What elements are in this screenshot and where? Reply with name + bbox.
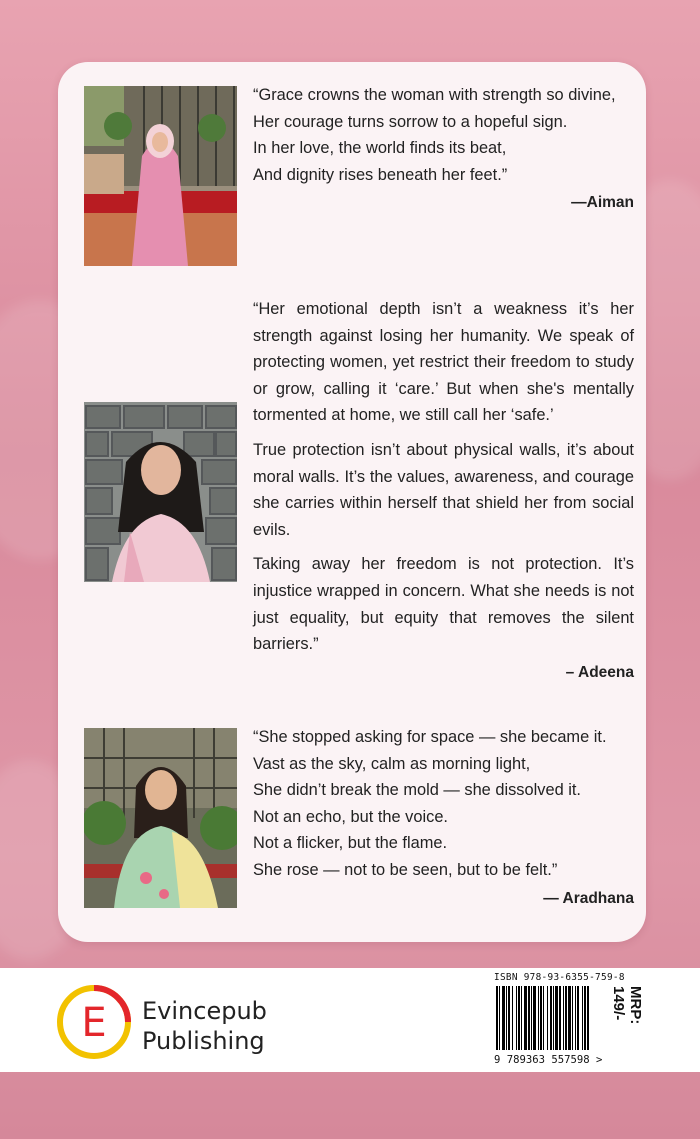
quote-author: – Adeena [565, 663, 634, 681]
quote-adeena [253, 296, 634, 686]
barcode-bar [563, 986, 564, 1050]
price-label: MRP: 149/- [610, 986, 644, 1025]
barcode-bar [538, 986, 539, 1050]
quote-paragraph: True protection isn’t about physical walls, it’s about moral walls. It’s the values, awareness, and courage she carries within herself that shield her from social evils. [253, 440, 634, 539]
barcode-bar [496, 986, 498, 1050]
barcode-bar [565, 986, 567, 1050]
quote-line: “Grace crowns the woman with strength so divine, [253, 86, 616, 104]
quote-paragraph: “Her emotional depth isn’t a weakness it’s her strength against losing her humanity. We speak of protecting women, yet restrict their freedom to study or grow, calling it ‘care.’ But when she's mentally tormented at home, we still call her ‘safe.’ [253, 300, 634, 425]
barcode-bar [508, 986, 510, 1050]
barcode-bar [577, 986, 579, 1050]
barcode-bar [502, 986, 505, 1050]
barcode-bar [543, 986, 544, 1050]
barcode-bar [547, 986, 548, 1050]
barcode-bar [555, 986, 558, 1050]
quote-aradhana [253, 724, 634, 912]
barcode-bar [575, 986, 576, 1050]
evincepub-logo-icon [56, 984, 136, 1060]
barcode-bar [568, 986, 571, 1050]
barcode-bar [521, 986, 522, 1050]
quote-line: “She stopped asking for space — she became it. [253, 728, 607, 746]
quote-line: Not a flicker, but the flame. [253, 834, 448, 853]
barcode-bar [582, 986, 583, 1050]
author-photo-adeena [84, 402, 237, 582]
barcode-bar [506, 986, 507, 1050]
author-photo-aiman [84, 86, 237, 266]
isbn-label: ISBN 978-93-6355-759-8 [494, 972, 625, 983]
quote-author: —Aiman [571, 194, 634, 212]
quote-line: In her love, the world finds its beat, [253, 139, 507, 158]
quote-line: Her courage turns sorrow to a hopeful sign. [253, 112, 568, 131]
author-photo-aradhana [84, 728, 237, 908]
barcode-bar [584, 986, 586, 1050]
barcode-bar [518, 986, 520, 1050]
logo-letter: E [81, 1000, 107, 1046]
barcode [496, 986, 620, 1050]
barcode-bar [553, 986, 554, 1050]
barcode-bar [499, 986, 500, 1050]
quote-paragraph: Taking away her freedom is not protection. It’s injustice wrapped in concern. What she needs is not just equality, but equity that removes the silent barriers.” [253, 555, 634, 654]
barcode-bar [587, 986, 589, 1050]
publisher-name-line1: Evincepub [142, 997, 267, 1025]
publisher-name [142, 996, 267, 1056]
quote-author: — Aradhana [543, 889, 634, 907]
barcode-bar [572, 986, 573, 1050]
barcode-bar [528, 986, 530, 1050]
quote-aiman [253, 82, 634, 217]
barcode-bar [540, 986, 542, 1050]
quote-line: Vast as the sky, calm as morning light, [253, 754, 531, 773]
quote-line: She didn’t break the mold — she dissolved it. [253, 781, 581, 800]
publisher-logo [56, 984, 266, 1060]
barcode-bar [533, 986, 536, 1050]
quote-line: Not an echo, but the voice. [253, 807, 448, 826]
publisher-name-line2: Publishing [142, 1027, 265, 1055]
publisher-footer [0, 968, 700, 1072]
barcode-bar [531, 986, 532, 1050]
quote-line: And dignity rises beneath her feet.” [253, 165, 508, 184]
barcode-bar [512, 986, 513, 1050]
barcode-bar [550, 986, 552, 1050]
quote-line: She rose — not to be seen, but to be felt.” [253, 860, 558, 879]
quotes-card [58, 62, 646, 942]
barcode-bar [524, 986, 527, 1050]
barcode-digits: 9 789363 557598 > [494, 1054, 603, 1066]
barcode-bar [516, 986, 517, 1050]
barcode-bar [559, 986, 561, 1050]
